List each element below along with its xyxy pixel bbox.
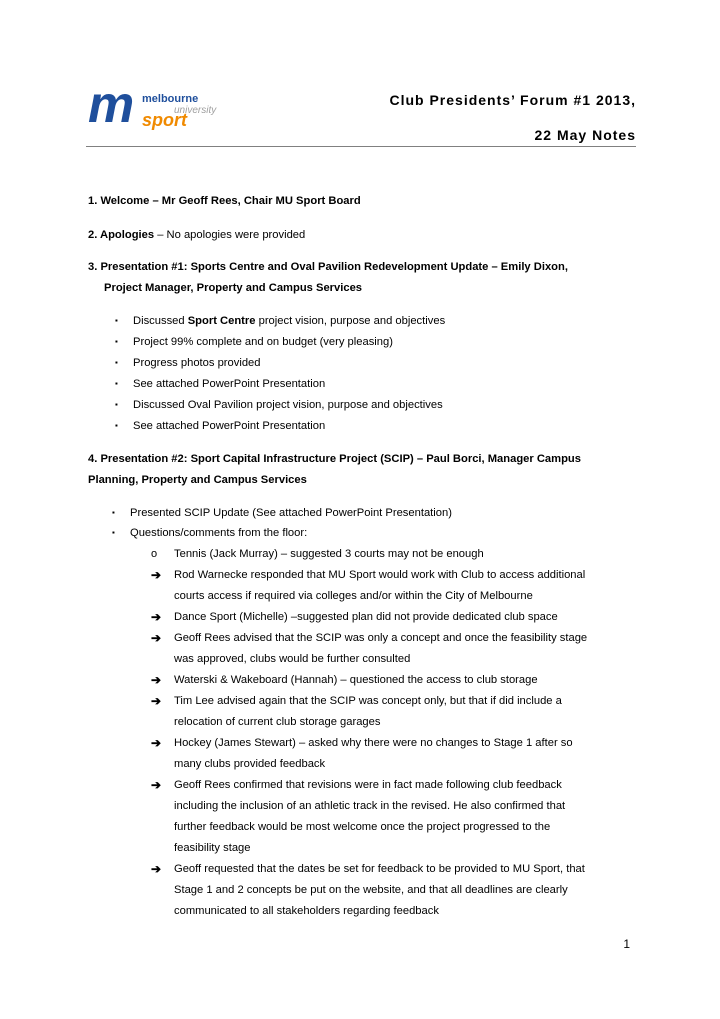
arrow-right-icon: ➔ <box>151 862 162 876</box>
pres2-bullet-2: Questions/comments from the floor: <box>130 527 308 539</box>
response-3-line-1: Geoff Rees advised that the SCIP was only a concept and once the feasibility stage <box>174 632 588 644</box>
apologies-label: 2. Apologies <box>88 229 155 241</box>
arrow-right-icon: ➔ <box>151 694 162 708</box>
response-5-line-1: Tim Lee advised again that the SCIP was concept only, but that if did include a <box>174 695 562 707</box>
arrow-right-icon: ➔ <box>151 568 162 582</box>
pres2-bullet-1: Presented SCIP Update (See attached PowerPoint Presentation) <box>130 507 452 519</box>
arrow-right-icon: ➔ <box>151 736 162 750</box>
arrow-right-icon: ➔ <box>151 631 162 645</box>
item-presentation2-heading: 4. Presentation #2: Sport Capital Infrastructure Project (SCIP) – Paul Borci, Manager Campus <box>88 453 581 465</box>
document-title-line2: 22 May Notes <box>534 127 636 143</box>
circle-bullet-icon: o <box>151 548 158 560</box>
response-6-line-1: Hockey (James Stewart) – asked why there were no changes to Stage 1 after so <box>174 737 573 749</box>
response-7-line-3: further feedback would be most welcome once the project progressed to the <box>174 821 551 833</box>
sub-item-tennis: Tennis (Jack Murray) – suggested 3 courts may not be enough <box>174 548 484 560</box>
response-2-line-1: Dance Sport (Michelle) –suggested plan did not provide dedicated club space <box>174 611 558 623</box>
square-bullet-icon: ▪ <box>115 379 118 388</box>
logo-word-melbourne: melbourne <box>142 93 199 105</box>
item-welcome: 1. Welcome – Mr Geoff Rees, Chair MU Sport Board <box>88 195 361 207</box>
logo-letter: m <box>88 82 135 130</box>
square-bullet-icon: ▪ <box>112 508 115 517</box>
pres1-b1-post: project vision, purpose and objectives <box>255 315 446 327</box>
square-bullet-icon: ▪ <box>115 358 118 367</box>
logo-word-university: university <box>174 105 217 116</box>
square-bullet-icon: ▪ <box>115 316 118 325</box>
arrow-right-icon: ➔ <box>151 673 162 687</box>
arrow-right-icon: ➔ <box>151 610 162 624</box>
response-6-line-2: many clubs provided feedback <box>174 758 326 770</box>
item-presentation1-heading: 3. Presentation #1: Sports Centre and Oval Pavilion Redevelopment Update – Emily Dixon, <box>88 261 568 273</box>
apologies-text: – No apologies were provided <box>154 229 306 241</box>
pres1-bullet-5: Discussed Oval Pavilion project vision, purpose and objectives <box>133 399 443 411</box>
response-8-line-3: communicated to all stakeholders regarding feedback <box>174 905 439 917</box>
pres1-bullet-3: Progress photos provided <box>133 357 261 369</box>
melbourne-university-sport-logo <box>88 82 224 130</box>
header-divider <box>86 146 636 147</box>
response-7-line-4: feasibility stage <box>174 842 251 854</box>
pres1-b1-pre: Discussed <box>133 315 188 327</box>
response-1-line-1: Rod Warnecke responded that MU Sport would work with Club to access additional <box>174 569 586 581</box>
pres1-bullet-4: See attached PowerPoint Presentation <box>133 378 326 390</box>
square-bullet-icon: ▪ <box>115 421 118 430</box>
item-presentation2-heading-cont: Planning, Property and Campus Services <box>88 474 307 486</box>
square-bullet-icon: ▪ <box>115 400 118 409</box>
pres1-bullet-2: Project 99% complete and on budget (very pleasing) <box>133 336 393 348</box>
pres1-bullet-6: See attached PowerPoint Presentation <box>133 420 326 432</box>
response-8-line-2: Stage 1 and 2 concepts be put on the website, and that all deadlines are clearly <box>174 884 568 896</box>
square-bullet-icon: ▪ <box>112 528 115 537</box>
document-title-line1: Club Presidents’ Forum #1 2013, <box>389 92 636 108</box>
logo-graphic <box>88 82 224 130</box>
item-apologies <box>88 228 305 242</box>
response-1-line-2: courts access if required via colleges and/or within the City of Melbourne <box>174 590 533 602</box>
square-bullet-icon: ▪ <box>115 337 118 346</box>
pres1-bullet-1 <box>133 314 445 328</box>
response-8-line-1: Geoff requested that the dates be set for feedback to be provided to MU Sport, that <box>174 863 585 875</box>
response-7-line-1: Geoff Rees confirmed that revisions were in fact made following club feedback <box>174 779 562 791</box>
pres1-b1-bold: Sport Centre <box>187 315 256 327</box>
arrow-right-icon: ➔ <box>151 778 162 792</box>
page-number: 1 <box>623 937 630 951</box>
response-5-line-2: relocation of current club storage garages <box>174 716 381 728</box>
response-4-line-1: Waterski & Wakeboard (Hannah) – questioned the access to club storage <box>174 674 538 686</box>
response-7-line-2: including the inclusion of an athletic track in the revised. He also confirmed that <box>174 800 566 812</box>
item-presentation1-heading-cont: Project Manager, Property and Campus Services <box>104 282 363 294</box>
response-3-line-2: was approved, clubs would be further consulted <box>174 653 411 665</box>
logo-word-sport: sport <box>142 110 187 130</box>
